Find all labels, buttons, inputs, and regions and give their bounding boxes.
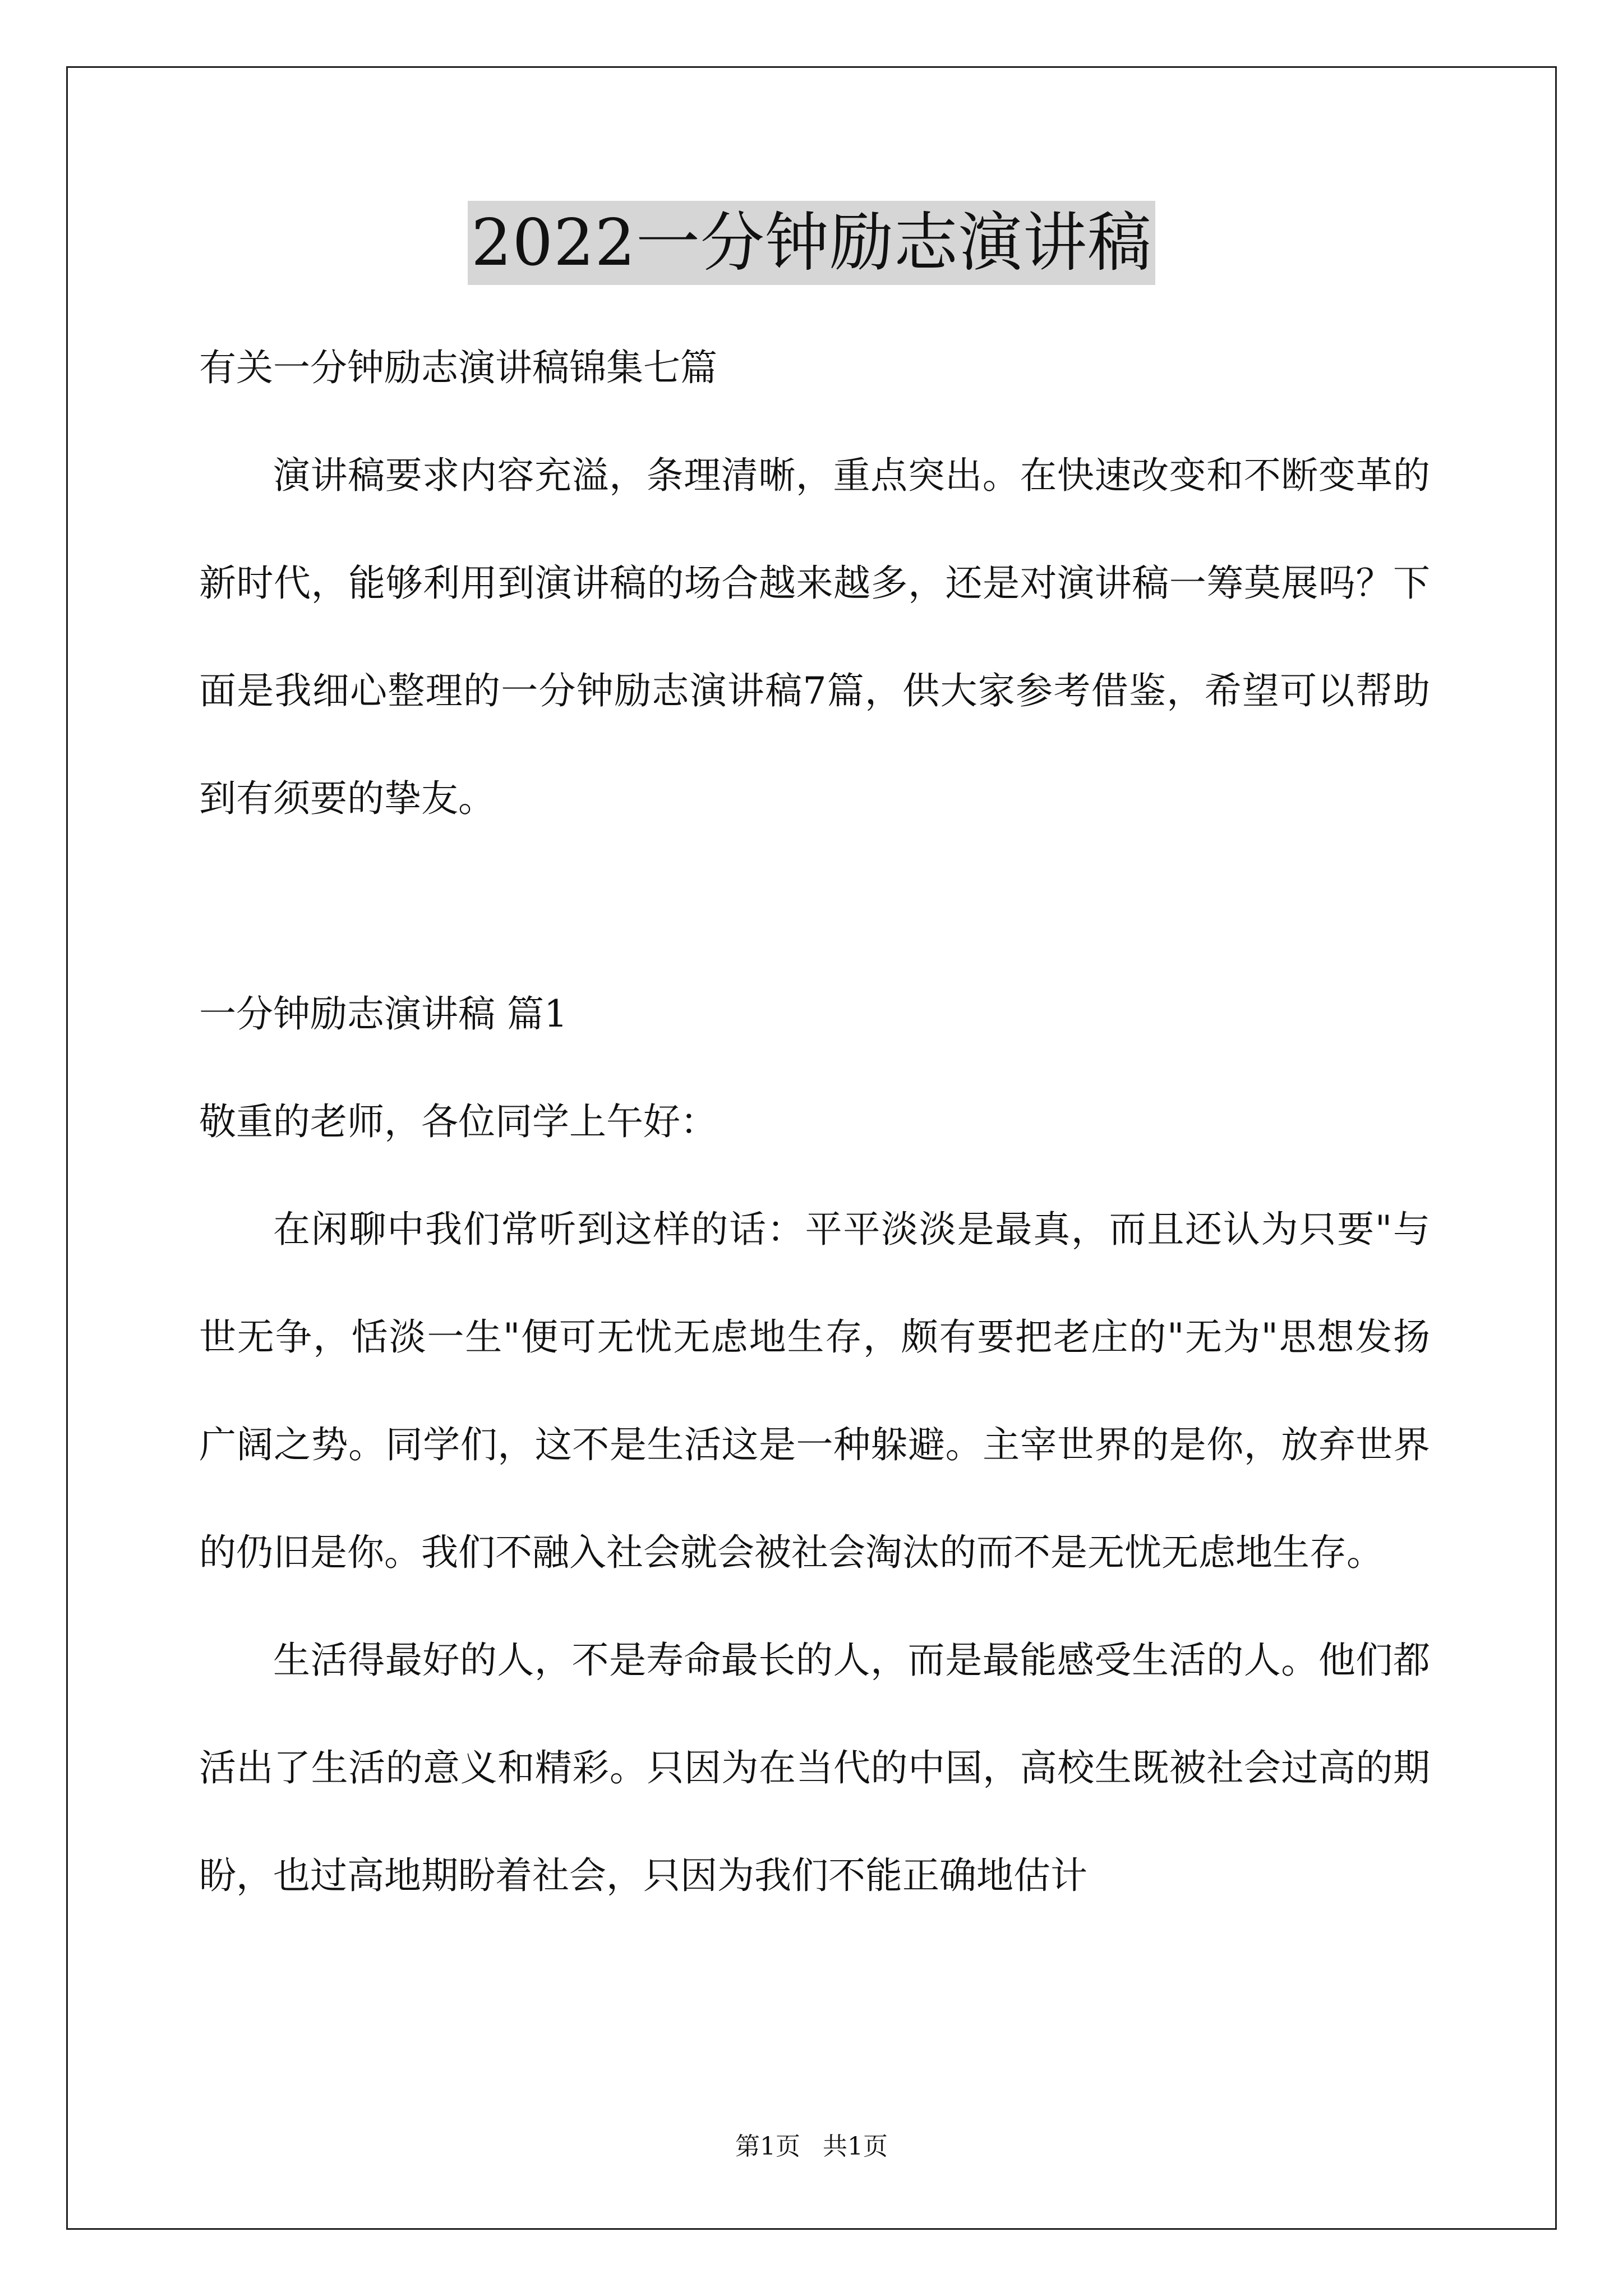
document-subtitle: 有关一分钟励志演讲稿锦集七篇 (199, 346, 717, 389)
section-heading: 一分钟励志演讲稿 篇1 (199, 992, 568, 1036)
body-paragraph: 生活得最好的人，不是寿命最长的人，而是最能感受生活的人。他们都活出了生活的意义和精彩。只因为在当代的中国，高校生既被社会过高的期盼，也过高地期盼着社会，只因为我们不能正确地估计 (199, 1639, 1430, 1897)
document-title: 2022一分钟励志演讲稿 (468, 201, 1155, 285)
intro-paragraph: 演讲稿要求内容充溢，条理清晰，重点突出。在快速改变和不断变革的新时代，能够利用到演讲稿的场合越来越多，还是对演讲稿一筹莫展吗？下面是我细心整理的一分钟励志演讲稿7篇，供大家参考借鉴，希望可以帮助到有须要的挚友。 (199, 454, 1430, 820)
greeting-line: 敬重的老师，各位同学上午好： (199, 1100, 717, 1143)
title-block (0, 201, 1623, 285)
page-number-total: 共1页 (823, 2132, 888, 2161)
page-number-current: 第1页 (735, 2132, 800, 2161)
document-body (199, 314, 1430, 1930)
body-paragraph: 在闲聊中我们常听到这样的话：平平淡淡是最真，而且还认为只要"与世无争，恬淡一生"便可无忧无虑地生存，颇有要把老庄的"无为"思想发扬广阔之势。同学们，这不是生活这是一种躲避。主宰世界的是你，放弃世界的仍旧是你。我们不融入社会就会被社会淘汰的而不是无忧无虑地生存。 (199, 1208, 1430, 1574)
page-footer (0, 2130, 1623, 2164)
blank-line (199, 853, 1430, 960)
